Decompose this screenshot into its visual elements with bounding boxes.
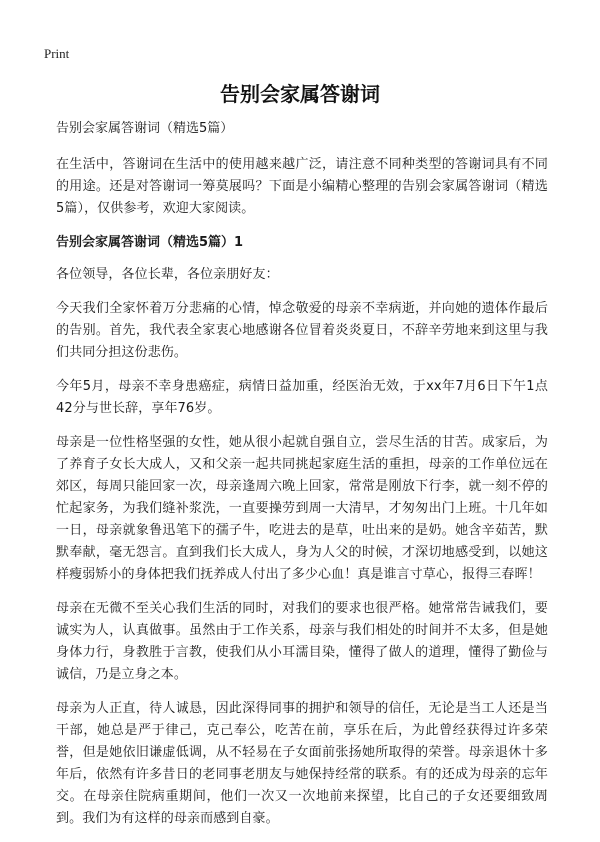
intro-paragraph: 在生活中，答谢词在生活中的使用越来越广泛，请注意不同种类型的答谢词具有不同的用途。还是对答谢词一筹莫展吗？下面是小编精心整理的告别会家属答谢词（精选5篇），仅供参考，欢迎大家阅读。	[56, 157, 548, 216]
document-body	[56, 118, 548, 842]
body-paragraph: 母亲是一位性格坚强的女性，她从很小起就自强自立，尝尽生活的甘苦。成家后，为了养育子女长大成人，又和父亲一起共同挑起家庭生活的重担，母亲的工作单位远在郊区，每周只能回家一次，母亲逢周六晚上回家，常常是刚放下行李，就一刻不停的忙起家务，为我们缝补浆洗，一直要操劳到周一大清早，才匆匆出门上班。十几年如一日，母亲就象鲁迅笔下的孺子牛，吃进去的是草，吐出来的是奶。她含辛茹苦，默默奉献，毫无怨言。直到我们长大成人，身为人父的时候，才深切地感受到，以她这样瘦弱矫小的身体把我们抚养成人付出了多少心血！真是谁言寸草心，报得三春晖！	[56, 435, 548, 582]
print-link[interactable]: Print	[44, 46, 70, 61]
page-title: 告别会家属答谢词	[220, 82, 380, 106]
body-paragraph: 母亲在无微不至关心我们生活的同时，对我们的要求也很严格。她常常告诫我们，要诚实为人，认真做事。虽然由于工作关系，母亲与我们相处的时间并不太多，但是她身体力行，身教胜于言教，使我们从小耳濡目染，懂得了做人的道理，懂得了勤俭与诚信，乃是立身之本。	[56, 601, 548, 682]
body-paragraph: 今天我们全家怀着万分悲痛的心情，悼念敬爱的母亲不幸病逝，并向她的遗体作最后的告别。首先，我代表全家衷心地感谢各位冒着炎炎夏日，不辞辛劳地来到这里与我们共同分担这份悲伤。	[56, 301, 548, 360]
body-paragraph: 母亲为人正直，待人诚恳，因此深得同事的拥护和领导的信任，无论是当工人还是当干部，她总是严于律己，克己奉公，吃苦在前，享乐在后，为此曾经获得过许多荣誉，但是她依旧谦虚低调，从不轻易在子女面前张扬她所取得的荣誉。母亲退休十多年后，依然有许多昔日的老同事老朋友与她保持经常的联系。有的还成为母亲的忘年交。在母亲住院病重期间，他们一次又一次地前来探望，比自己的子女还要细致周到。我们为有这样的母亲而感到自豪。	[56, 701, 548, 826]
document-subtitle: 告别会家属答谢词（精选5篇）	[56, 121, 234, 136]
body-paragraph: 今年5月，母亲不幸身患癌症，病情日益加重，经医治无效，于xx年7月6日下午1点42分与世长辞，享年76岁。	[56, 379, 548, 416]
salutation-paragraph: 各位领导，各位长辈，各位亲朋好友：	[56, 267, 279, 282]
section-heading: 告别会家属答谢词（精选5篇）1	[56, 235, 244, 250]
